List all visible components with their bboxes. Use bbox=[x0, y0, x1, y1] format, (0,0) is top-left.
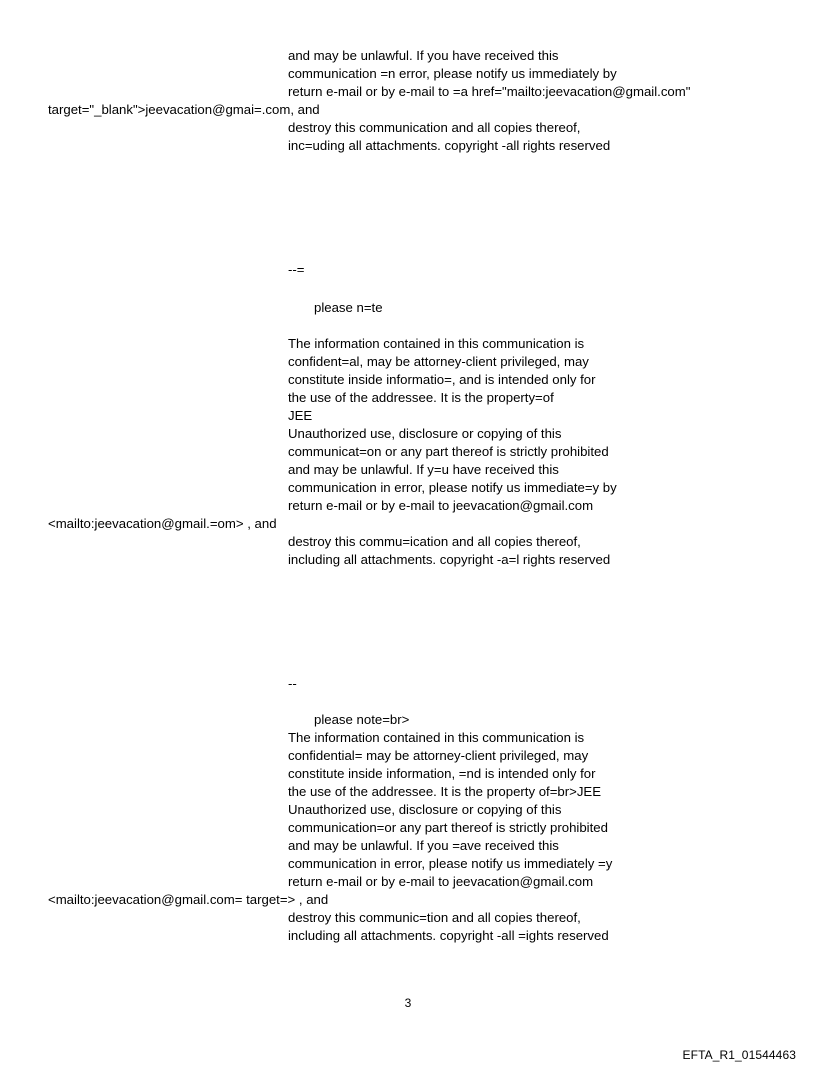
text-line: confident=al, may be attorney-client privileged, may bbox=[288, 354, 589, 369]
note-heading: please note=br> bbox=[314, 712, 410, 727]
text-line: destroy this communic=tion and all copies thereof, bbox=[288, 910, 581, 925]
note-heading: please n=te bbox=[314, 300, 383, 315]
text-line: and may be unlawful. If you have received this bbox=[288, 48, 559, 63]
text-line: the use of the addressee. It is the property=of bbox=[288, 390, 554, 405]
text-line: The information contained in this communication is bbox=[288, 336, 585, 351]
document-id: EFTA_R1_01544463 bbox=[682, 1048, 796, 1062]
text-line: the use of the addressee. It is the property of=br>JEE bbox=[288, 784, 602, 799]
text-line: inc=uding all attachments. copyright -all rights reserved bbox=[288, 138, 611, 153]
text-line: Unauthorized use, disclosure or copying of this bbox=[288, 426, 562, 441]
text-line: target="_blank">jeevacation@gmai=.com, and bbox=[48, 102, 320, 117]
text-line: communication=or any part thereof is strictly prohibited bbox=[288, 820, 608, 835]
page-number: 3 bbox=[404, 996, 412, 1010]
text-line: return e-mail or by e-mail to jeevacation@gmail.com bbox=[288, 874, 594, 889]
text-line: destroy this commu=ication and all copies thereof, bbox=[288, 534, 581, 549]
text-line: including all attachments. copyright -all =ights reserved bbox=[288, 928, 609, 943]
separator: --= bbox=[288, 262, 305, 277]
text-line: The information contained in this communication is bbox=[288, 730, 585, 745]
text-line: <mailto:jeevacation@gmail.=om> , and bbox=[48, 516, 277, 531]
text-line: communication in error, please notify us immediate=y by bbox=[288, 480, 617, 495]
text-line: <mailto:jeevacation@gmail.com= target=> , and bbox=[48, 892, 329, 907]
text-line: return e-mail or by e-mail to =a href="mailto:jeevacation@gmail.com" bbox=[288, 84, 691, 99]
text-line: JEE bbox=[288, 408, 313, 423]
text-line: and may be unlawful. If you =ave received this bbox=[288, 838, 559, 853]
text-line: return e-mail or by e-mail to jeevacation@gmail.com bbox=[288, 498, 594, 513]
text-line: destroy this communication and all copies thereof, bbox=[288, 120, 581, 135]
text-line: communication =n error, please notify us immediately by bbox=[288, 66, 617, 81]
text-line: constitute inside informatio=, and is intended only for bbox=[288, 372, 596, 387]
text-line: communicat=on or any part thereof is strictly prohibited bbox=[288, 444, 609, 459]
text-line: confidential= may be attorney-client privileged, may bbox=[288, 748, 589, 763]
text-line: communication in error, please notify us immediately =y bbox=[288, 856, 613, 871]
text-line: and may be unlawful. If y=u have received this bbox=[288, 462, 559, 477]
text-line: Unauthorized use, disclosure or copying of this bbox=[288, 802, 562, 817]
separator: -- bbox=[288, 676, 297, 691]
text-line: including all attachments. copyright -a=l rights reserved bbox=[288, 552, 611, 567]
text-line: constitute inside information, =nd is intended only for bbox=[288, 766, 596, 781]
